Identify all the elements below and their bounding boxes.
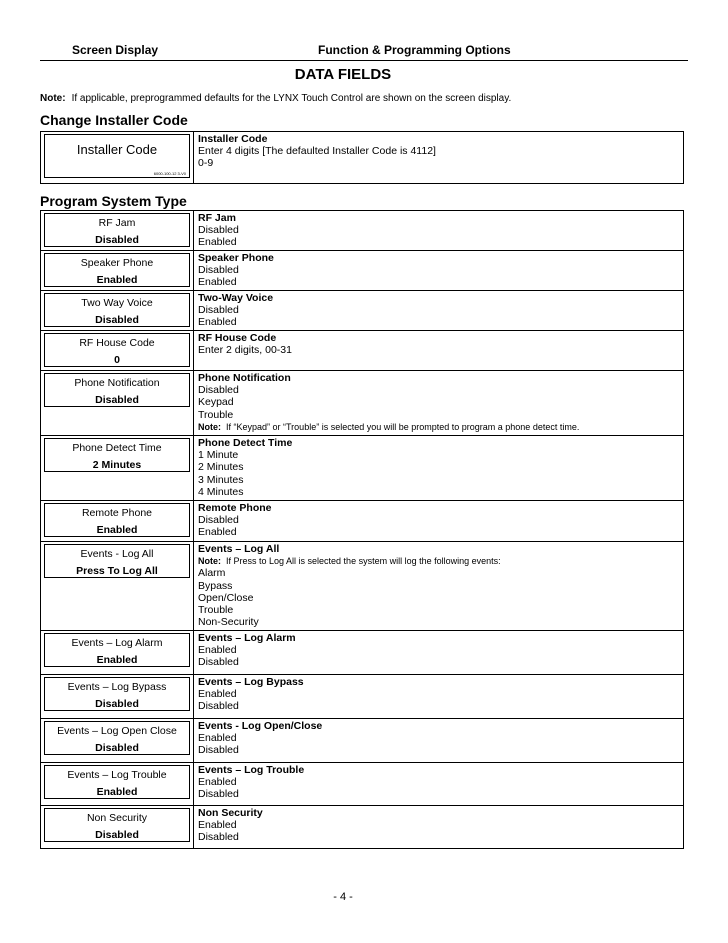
button-value: Disabled xyxy=(95,742,139,754)
options-cell xyxy=(194,436,684,501)
option-text: Keypad xyxy=(198,396,234,409)
screen-cell xyxy=(41,675,194,719)
page-title: DATA FIELDS xyxy=(294,66,392,83)
options-cell xyxy=(194,719,684,763)
screen-cell xyxy=(41,719,194,763)
options-cell xyxy=(194,501,684,542)
field-title: Speaker Phone xyxy=(198,252,274,264)
button-value: Enabled xyxy=(96,654,138,666)
table-row xyxy=(41,719,684,763)
phone-notification-button[interactable] xyxy=(44,373,190,407)
table-row xyxy=(41,436,684,501)
button-value: Disabled xyxy=(95,829,139,841)
screen-cell xyxy=(41,763,194,806)
table-row xyxy=(41,251,684,291)
table-row xyxy=(41,542,684,631)
screen-cell xyxy=(41,371,194,436)
field-title: Phone Detect Time xyxy=(198,437,293,449)
screen-cell xyxy=(41,542,194,631)
intro-note xyxy=(40,93,511,104)
field-line: 0-9 xyxy=(198,157,214,170)
table-row xyxy=(41,763,684,806)
image-code: 6000-100-12 3-V0 xyxy=(153,171,186,176)
button-label: Remote Phone xyxy=(81,507,153,519)
option-text: Bypass xyxy=(198,579,233,592)
screen-cell xyxy=(41,132,194,184)
field-note xyxy=(198,421,679,433)
options-cell xyxy=(194,331,684,371)
button-value: 0 xyxy=(114,354,120,366)
option-text: Enabled xyxy=(198,644,237,657)
button-label: Events – Log Open Close xyxy=(57,725,177,737)
button-label: Events – Log Alarm xyxy=(71,637,163,649)
table-row xyxy=(41,371,684,436)
field-title: Events – Log Bypass xyxy=(198,676,304,688)
option-text: Enabled xyxy=(198,236,237,249)
option-text: 3 Minutes xyxy=(198,473,244,486)
option-text: Disabled xyxy=(198,656,239,669)
header-screen-display: Screen Display xyxy=(72,43,159,57)
option-text: 1 Minute xyxy=(198,449,239,462)
phone-detect-time-button[interactable] xyxy=(44,438,190,472)
option-text: Enabled xyxy=(198,316,237,329)
rf-jam-button[interactable] xyxy=(44,213,190,247)
option-text: Alarm xyxy=(198,567,226,580)
button-value: 2 Minutes xyxy=(92,459,142,471)
button-value: Press To Log All xyxy=(76,565,158,577)
button-label: Events – Log Bypass xyxy=(67,681,167,693)
screen-cell xyxy=(41,436,194,501)
button-value: Disabled xyxy=(95,234,139,246)
screen-cell xyxy=(41,806,194,849)
option-text: Enabled xyxy=(198,526,237,539)
options-cell xyxy=(194,132,684,184)
two-way-voice-button[interactable] xyxy=(44,293,190,327)
field-title: Non Security xyxy=(198,807,263,819)
options-cell xyxy=(194,371,684,436)
table-row xyxy=(41,132,684,184)
option-text: Open/Close xyxy=(198,591,254,604)
note-text: If Press to Log All is selected the system will log the following events: xyxy=(226,556,501,567)
intro-note-text: If applicable, preprogrammed defaults for the LYNX Touch Control are shown on the screen display. xyxy=(71,93,512,104)
button-label: RF House Code xyxy=(79,337,155,349)
table-row xyxy=(41,291,684,331)
option-text: Trouble xyxy=(198,408,234,421)
options-cell xyxy=(194,806,684,849)
field-title: Events - Log Open/Close xyxy=(198,720,323,732)
option-text: Enabled xyxy=(198,276,237,289)
option-text: 2 Minutes xyxy=(198,461,244,474)
button-value: Disabled xyxy=(95,314,139,326)
button-label: RF Jam xyxy=(98,217,136,229)
header-rule xyxy=(40,60,688,61)
button-value: Enabled xyxy=(96,524,138,536)
button-label: Phone Detect Time xyxy=(72,442,162,454)
option-text: Disabled xyxy=(198,514,239,527)
header-function-options: Function & Programming Options xyxy=(318,43,511,57)
screen-cell xyxy=(41,291,194,331)
field-note xyxy=(198,555,679,567)
page-number: - 4 - xyxy=(333,891,353,903)
table-row xyxy=(41,211,684,251)
options-cell xyxy=(194,631,684,675)
button-value: Disabled xyxy=(95,698,139,710)
screen-cell xyxy=(41,331,194,371)
table-row xyxy=(41,501,684,542)
option-text: Enter 2 digits, 00-31 xyxy=(198,344,292,357)
events-log-alarm-button[interactable] xyxy=(44,633,190,667)
non-security-button[interactable] xyxy=(44,808,190,842)
speaker-phone-button[interactable] xyxy=(44,253,190,287)
button-label: Phone Notification xyxy=(74,377,160,389)
intro-note-label: Note: xyxy=(40,93,66,104)
installer-code-button[interactable] xyxy=(44,134,190,178)
button-label: Events - Log All xyxy=(80,548,154,560)
events-log-bypass-button[interactable] xyxy=(44,677,190,711)
option-text: Disabled xyxy=(198,700,239,713)
button-value: Enabled xyxy=(96,274,138,286)
system-type-table xyxy=(40,210,684,849)
field-line: Enter 4 digits [The defaulted Installer Code is 4112] xyxy=(198,145,436,158)
option-text: Disabled xyxy=(198,224,239,237)
button-label: Events – Log Trouble xyxy=(67,769,167,781)
options-cell xyxy=(194,675,684,719)
section-title-system: Program System Type xyxy=(40,193,187,209)
option-text: Enabled xyxy=(198,732,237,745)
option-text: Trouble xyxy=(198,604,234,617)
button-label: Non Security xyxy=(86,812,148,824)
rf-house-code-button[interactable] xyxy=(44,333,190,367)
button-label: Two Way Voice xyxy=(81,297,153,309)
field-title: Phone Notification xyxy=(198,372,291,384)
field-title: Events – Log Trouble xyxy=(198,764,305,776)
screen-cell xyxy=(41,211,194,251)
screen-cell xyxy=(41,501,194,542)
field-title: RF Jam xyxy=(198,212,236,224)
button-value: Enabled xyxy=(96,786,138,798)
button-label: Speaker Phone xyxy=(80,257,154,269)
field-title: RF House Code xyxy=(198,332,277,344)
options-cell xyxy=(194,211,684,251)
option-text: Non-Security xyxy=(198,616,259,629)
options-cell xyxy=(194,291,684,331)
table-row xyxy=(41,631,684,675)
table-row xyxy=(41,806,684,849)
field-title: Events – Log All xyxy=(198,543,280,555)
option-text: Disabled xyxy=(198,788,239,801)
installer-code-table xyxy=(40,131,684,184)
installer-code-label: Installer Code xyxy=(76,142,158,157)
option-text: Disabled xyxy=(198,831,239,844)
table-row xyxy=(41,331,684,371)
screen-cell xyxy=(41,631,194,675)
option-text: Disabled xyxy=(198,264,239,277)
events-log-trouble-button[interactable] xyxy=(44,765,190,799)
field-title: Installer Code xyxy=(198,133,268,145)
option-text: Enabled xyxy=(198,776,237,789)
options-cell xyxy=(194,251,684,291)
options-cell xyxy=(194,542,684,631)
table-row xyxy=(41,675,684,719)
events-log-all-button[interactable] xyxy=(44,544,190,578)
note-label: Note: xyxy=(198,556,221,567)
remote-phone-button[interactable] xyxy=(44,503,190,537)
note-text: If “Keypad” or “Trouble” is selected you will be prompted to program a phone detect time. xyxy=(226,421,580,432)
screen-cell xyxy=(41,251,194,291)
option-text: Enabled xyxy=(198,819,237,832)
field-title: Events – Log Alarm xyxy=(198,632,296,644)
option-text: 4 Minutes xyxy=(198,485,244,498)
option-text: Enabled xyxy=(198,688,237,701)
section-title-installer: Change Installer Code xyxy=(40,112,188,128)
option-text: Disabled xyxy=(198,304,239,317)
option-text: Disabled xyxy=(198,744,239,757)
button-value: Disabled xyxy=(95,394,139,406)
field-title: Remote Phone xyxy=(198,502,272,514)
options-cell xyxy=(194,763,684,806)
events-log-open-close-button[interactable] xyxy=(44,721,190,755)
field-title: Two-Way Voice xyxy=(198,292,274,304)
note-label: Note: xyxy=(198,421,221,432)
option-text: Disabled xyxy=(198,384,239,397)
